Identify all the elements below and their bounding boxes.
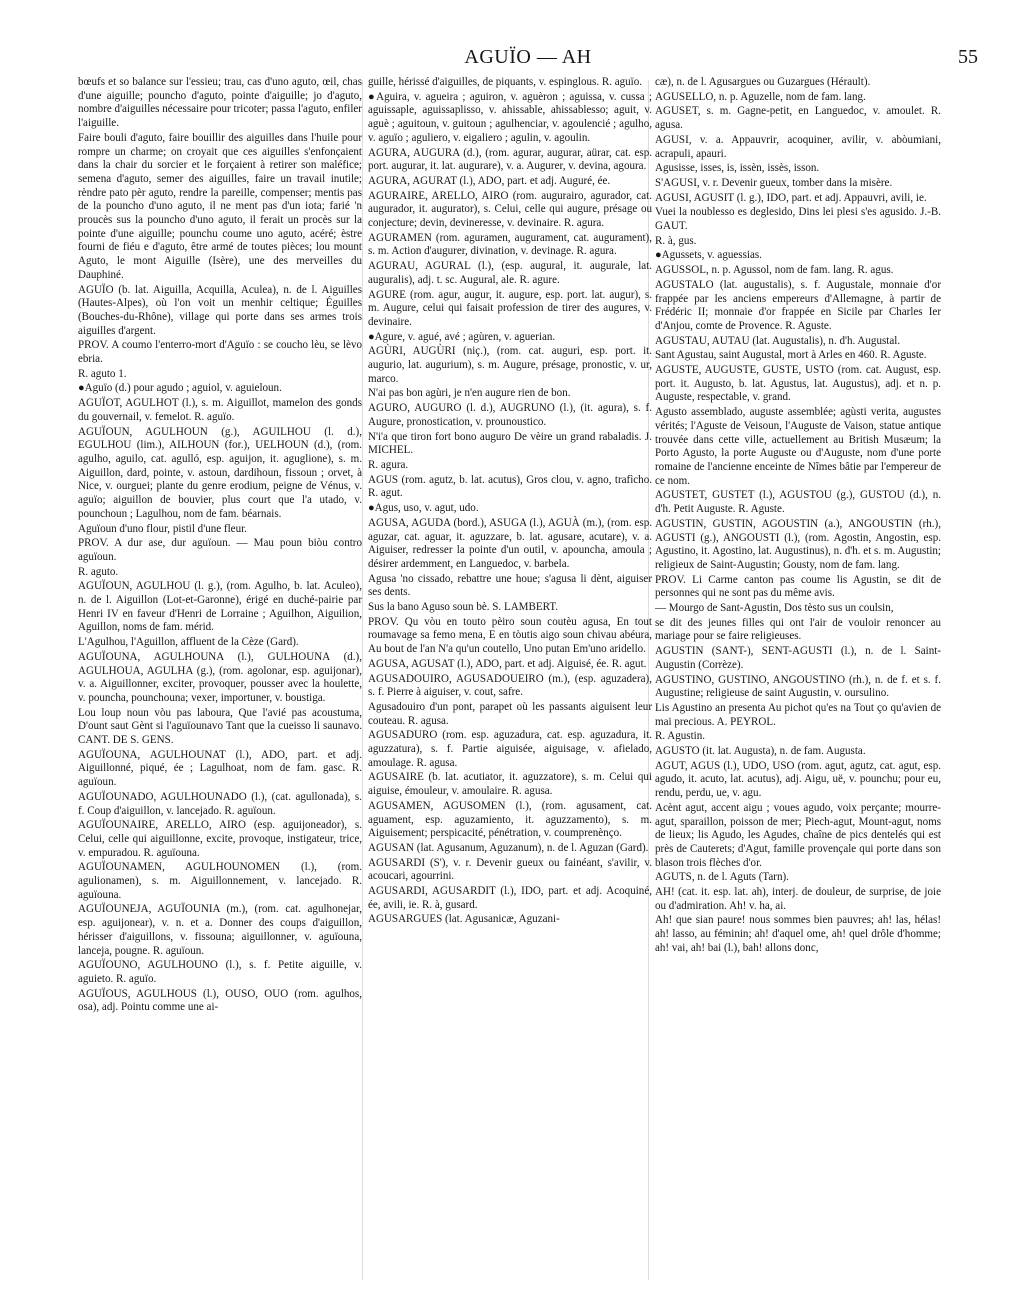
dictionary-entry: PROV. A coumo l'enterro-mort d'Aguïo : se coucho lèu, se lèvo ebria. (78, 339, 362, 366)
dictionary-entry: AH! (cat. it. esp. lat. ah), interj. de douleur, de surprise, de joie ou d'admiration. Ah! v. ha, ai. (655, 886, 941, 912)
dictionary-entry: Faire bouli d'aguto, faire bouillir des aiguilles dans l'huile pour rompre un charme; on croyait que ces aiguilles s'enfonçaient dans la chair du sorcier et le forçaient à retirer son maléfice; semena d'aguto, semer des aiguilles, faire un travail inutile; rèndre pato pèr aguto, rendre la pareille, compenser; mentis pas de la pouncho d'uno aguto, il ne ment pas d'un iota; farié 'n proucès sus la pouncho d'uno aguto, il ferait un procès sur la pointe d'une aiguille; pounchu coume uno aguto, acéré; èstre fourni de fiéu e d'aguto, être armé de toutes pièces; lou mount Aguto, le mont Aiguille (Isère), une des merveilles du Dauphiné. (78, 131, 362, 281)
dictionary-entry: cæ), n. de l. Agusargues ou Guzargues (Hérault). (655, 76, 871, 88)
page-number: 55 (958, 46, 978, 68)
dictionary-entry: AGUÏOUNA, AGULHOUNAT (l.), ADO, part. et adj. Aiguillonné, piqué, ée ; Lagulhoat, nom de fam. gasc. R. aguïoun. (78, 748, 362, 789)
dictionary-entry: AGUÏO (b. lat. Aiguilla, Acquilla, Aculea), n. de l. Aiguilles (Hautes-Alpes), où l'on voit un menhir celtique; Éguilles (Bouches-du-Rhône), village qui porte dans ses armes trois aiguilles d'argent. (78, 283, 362, 337)
dictionary-entry: AGUÏOUNAIRE, ARELLO, AIRO (esp. aguijoneador), s. Celui, celle qui aiguillonne, excite, provoque, instigateur, trice, v. empuradou. R. aguïouna. (78, 819, 362, 859)
dictionary-entry: AGUSA, AGUSAT (l.), ADO, part. et adj. Aiguisé, ée. R. agut. (368, 657, 647, 670)
dictionary-entry: AGURO, AUGURO (l. d.), AUGRUNO (l.), (it. agura), s. f. Augure, pronostication, v. prounoustico. (368, 402, 652, 428)
running-head: AGUÏO — AH (464, 46, 592, 68)
column-divider (362, 80, 363, 1280)
dictionary-entry: ●Aguira, v. agueira ; aguiron, v. aguèron ; aguissa, v. cussa ; aguissaple, aguissaplisso, v. ahissable, ahissablesso; aguit, v. aguè ; aguitoun, v. guitoun ; agulhenciar, v. agoulencié ; agulho, v. aguïo ; aguliero, v. eigaliero ; agulin, v. agoulin. (368, 90, 652, 144)
dictionary-entry: AGUÏOUNAMEN, AGULHOUNOMEN (l.), (rom. agulionamen), s. m. Aiguillonnement, v. lancejado. R. aguïouna. (78, 861, 362, 901)
dictionary-entry: AGUSTIN (SANT-), SENT-AGUSTI (l.), n. de l. Saint-Augustin (Corrèze). (655, 645, 941, 671)
text-column-2 (368, 76, 652, 1286)
dictionary-entry: Sus la bano Aguso soun bè. S. LAMBERT. (368, 601, 559, 614)
dictionary-entry: AGUSARDI (S'), v. r. Devenir gueux ou fainéant, s'avilir, v. acoucari, agourrini. (368, 856, 652, 883)
dictionary-entry: R. à, gus. (655, 234, 697, 247)
dictionary-entry: PROV. Li Carme canton pas coume lis Agustin, se dit de personnes qui ne sont pas du même avis. (655, 573, 941, 600)
dictionary-entry: AGUSSOL, n. p. Agussol, nom de fam. lang. R. agus. (655, 264, 894, 277)
page-header (78, 46, 978, 74)
dictionary-entry: se dit des jeunes filles qui ont l'air de vouloir renoncer au mariage pour se faire religieuses. (655, 616, 941, 643)
dictionary-entry: AGUSAIRE (b. lat. acutiator, it. aguzzatore), s. m. Celui qui aiguise, émouleur, v. amoulaire. R. agusa. (368, 771, 652, 798)
dictionary-entry: AGURAMEN (rom. aguramen, augurament, cat. augurament), s. m. Action d'augurer, divination, v. devinage. R. agura. (368, 231, 652, 258)
dictionary-entry: ●Aguïo (d.) pour agudo ; aguiol, v. aguieloun. (78, 382, 282, 395)
dictionary-entry: Agusisse, isses, is, issèn, issès, isson. (655, 162, 820, 175)
dictionary-entry: AGURA, AGURAT (l.), ADO, part. et adj. Auguré, ée. (368, 174, 611, 187)
dictionary-entry: Aguïoun d'uno flour, pistil d'une fleur. (78, 522, 247, 535)
dictionary-entry: Lis Agustino an presenta Au pichot qu'es na Tout ço qu'avien de mai precious. A. PEYROL. (655, 701, 941, 728)
dictionary-entry: AGUÏOUS, AGULHOUS (l.), OUSO, OUO (rom. agulhos, osa), adj. Pointu comme une ai- (78, 987, 362, 1014)
dictionary-entry: Vuei la noublesso es deglesido, Dins lei plesi s'es agusido. J.-B. GAUT. (655, 206, 941, 233)
dictionary-entry: AGUSI, AGUSIT (l. g.), IDO, part. et adj. Appauvri, avili, ie. (655, 191, 927, 204)
dictionary-entry: AGUÏOUNO, AGULHOUNO (l.), s. f. Petite aiguille, v. aguieto. R. aguïo. (78, 959, 362, 985)
dictionary-entry: AGUTS, n. de l. Aguts (Tarn). (655, 871, 789, 884)
dictionary-entry: guille, hérissé d'aiguilles, de piquants, v. espinglous. R. aguïo. (368, 76, 643, 88)
dictionary-entry: AGURAU, AGURAL (l.), (esp. augural, it. augurale, lat. auguralis), adj. t. sc. Augural, ale. R. agure. (368, 260, 652, 286)
dictionary-entry: AGUT, AGUS (l.), UDO, USO (rom. agut, agutz, cat. agut, esp. agudo, it. acuto, lat. acutus), adj. Aigu, uë, v. pounchu; pour eu, rendu, perdu, ue, v. agu. (655, 759, 941, 800)
dictionary-entry: R. agura. (368, 458, 409, 471)
dictionary-entry: AGUSTAU, AUTAU (lat. Augustalis), n. d'h. Augustal. (655, 334, 901, 347)
dictionary-entry: N'i'a que tiron fort bono auguro De vèire un grand rabaladis. J. MICHEL. (368, 430, 652, 457)
text-column-1 (78, 76, 362, 1286)
dictionary-entry: AGUÏOUN, AGULHOU (l. g.), (rom. Agulho, b. lat. Aculeo), n. de l. Aiguillon (Lot-et-Garonne), érigé en duché-pairie par Henri IV en faveur d'Henri de Lorraine ; Aguilhon, Aiguilion, Aguillon, noms de fam. mérid. (78, 580, 362, 634)
dictionary-entry: AGUSTIN, GUSTIN, AGOUSTIN (a.), ANGOUSTIN (rh.), AGUSTI (g.), ANGOUSTI (l.), (rom. Agostin, Angostin, esp. Agustino, it. Agostino, lat. Augustinus), n. d'h. et s. m. Augustin; religieux de Saint-Augustin; Gousty, nom de fam. lang. (655, 517, 941, 571)
dictionary-entry: L'Agulhou, l'Aguillon, affluent de la Cèze (Gard). (78, 636, 299, 649)
dictionary-entry: AGUÏOUNADO, AGULHOUNADO (l.), (cat. agullonada), s. f. Coup d'aiguillon, v. lancejado. R. aguïoun. (78, 790, 362, 817)
text-column-3 (655, 76, 941, 1286)
dictionary-entry: Agusadouiro d'un pont, parapet où les passants aiguisent leur couteau. R. agusa. (368, 700, 652, 727)
dictionary-entry: AGUSI, v. a. Appauvrir, acoquiner, avilir, v. abòumiani, acrapuli, apauri. (655, 133, 941, 160)
dictionary-entry: AGUSARDI, AGUSARDIT (l.), IDO, part. et adj. Acoquiné, ée, avili, ie. R. à, gusard. (368, 885, 652, 911)
dictionary-entry: AGUSET, s. m. Gagne-petit, en Languedoc, v. amoulet. R. agusa. (655, 105, 941, 132)
dictionary-entry: AGUSADOUIRO, AGUSADOUEIRO (m.), (esp. aguzadera), s. f. Pierre à aiguiser, v. cout, safre. (368, 672, 652, 699)
dictionary-entry: AGUSTET, GUSTET (l.), AGUSTOU (g.), GUSTOU (d.), n. d'h. Petit Auguste. R. Aguste. (655, 489, 941, 516)
dictionary-entry: AGUSTE, AUGUSTE, GUSTE, USTO (rom. cat. August, esp. port. it. Augusto, b. lat. Agustus, lat. Augustus), adj. et n. p. Auguste, respectable, v. grand. (655, 364, 941, 404)
dictionary-entry: AGUSTINO, GUSTINO, ANGOUSTINO (rh.), n. de f. et s. f. Augustine; religieuse de saint Augustin, v. oursulino. (655, 673, 941, 700)
dictionary-entry: bœufs et so balance sur l'essieu; trau, cas d'uno aguto, œil, chas d'une aiguille; pouncho d'aguto, pointe d'aiguille; jo d'aguto, nombre d'aiguilles nécessaire pour tricoter; passa l'aguto, enfiler l'aiguille. (78, 76, 362, 130)
dictionary-entry: Sant Agustau, saint Augustal, mort à Arles en 460. R. Aguste. (655, 349, 927, 362)
dictionary-entry: Lou loup noun vòu pas laboura, Que l'avié pas acoustuma, D'ount saut Gènt si l'aguïounavo Tant que la cueisso li saunavo. CANT. DE S. GENS. (78, 706, 362, 747)
dictionary-entry: AGUÏOUNEJA, AGUÏOUNIA (m.), (rom. cat. agulhonejar, esp. aguijonear), v. n. et a. Donner des coups d'aiguillon, hérisser d'aiguillons, v. fissouna; aiguillonner, v. aguïouna, lanceja, pougne. R. aguïoun. (78, 903, 362, 957)
dictionary-entry: AGURE (rom. agur, augur, it. augure, esp. port. lat. augur), s. m. Augure, celui qui faisait profession de tirer des augures, v. devinaire. (368, 288, 652, 328)
dictionary-entry: PROV. Qu vòu en touto pèiro soun coutèu agusa, En tout roumavage sa femo mena, E en tòutis aigo soun chivau abéura, Au bout de l'an N'a qu'un coutello, Uno putan Em'uno aridello. (368, 615, 652, 656)
dictionary-entry: S'AGUSI, v. r. Devenir gueux, tomber dans la misère. (655, 176, 893, 189)
dictionary-entry: AGUÏOUNA, AGULHOUNA (l.), GULHOUNA (d.), AGULHOUA, AGULHA (g.), (rom. agolonar, esp. aguijonar), v. a. Aiguillonner, exciter, provoquer, pousser avec la houlette, v. pouncha, pounchouna; vexer, importuner, v. boustiga. (78, 650, 362, 704)
dictionary-entry: ●Agussets, v. aguessias. (655, 249, 762, 262)
dictionary-entry: AGUS (rom. agutz, b. lat. acutus), Gros clou, v. agno, trafìcho. R. agut. (368, 473, 652, 500)
dictionary-entry: ●Agus, uso, v. agut, udo. (368, 502, 479, 515)
dictionary-entry: AGUSA, AGUDA (bord.), ASUGA (l.), AGUÀ (m.), (rom. esp. aguzar, cat. aguar, it. aguzzare, b. lat. agusare, acutare), v. a. Aiguiser, redresser la pointe d'un outil, v. apouncha, amoula ; désirer ardemment, en Languedoc, v. barbela. (368, 516, 652, 570)
dictionary-entry: ●Agure, v. agué, avé ; agùren, v. aguerian. (368, 330, 556, 343)
dictionary-entry: AGUÏOUN, AGULHOUN (g.), AGUILHOU (l. d.), EGULHOU (lim.), AILHOUN (for.), UELHOUN (d.), (rom. agulho, aguilo, cat. agulló, esp. aguijon, it. aguglione), s. m. Aiguillon, dard, pointe, v. astoun, dardihoun, fissoun ; orvet, à Nice, v. ourguei; plante du genre erodium, peigne de Vénus, v. aguïo; aiguillon de bouvier, plus court que l'a utado, v. pounchoun ; Lagulhou, nom de fam. béarnais. (78, 425, 362, 520)
dictionary-entry: R. aguto 1. (78, 367, 127, 380)
dictionary-entry: Ah! que sian paure! nous sommes bien pauvres; ah! las, hélas! ah! lasso, au féminin; ah! d'aquel ome, ah! quel drôle d'homme; ah! vai, ah! bai (l.), bah! allons donc, (655, 914, 941, 954)
dictionary-entry: N'ai pas bon agùri, je n'en augure rien de bon. (368, 387, 571, 400)
dictionary-entry: Agusa 'no cissado, rebattre une houe; s'agusa li dènt, aiguiser ses dents. (368, 572, 652, 599)
dictionary-entry: Agusto assemblado, auguste assemblée; agùsti verita, augustes vérités; l'Aguste de Veisoun, l'Auguste de Vaison, statue antique trouvée dans cette ville, actuellement au British Musæum; la Porto Agusto, la porte Auguste ou d'Auguste, nom d'une porte romaine de l'ancienne enceinte de Nîmes bâtie par l'empereur de ce nom. (655, 406, 941, 487)
dictionary-entry: AGUSAMEN, AGUSOMEN (l.), (rom. agusament, cat. aguament, esp. aguzamiento, it. aguzzamento), s. m. Aiguisement; perspicacité, pénétration, v. coumprenènço. (368, 799, 652, 840)
dictionary-entry: AGUSTO (it. lat. Augusta), n. de fam. Augusta. (655, 745, 866, 758)
dictionary-entry: AGUSELLO, n. p. Aguzelle, nom de fam. lang. (655, 90, 866, 103)
dictionary-entry: PROV. A dur ase, dur aguïoun. — Mau poun biòu contro aguïoun. (78, 537, 362, 563)
dictionary-entry: AGUSAN (lat. Agusanum, Aguzanum), n. de l. Aguzan (Gard). (368, 841, 649, 854)
dictionary-entry: AGÙRI, AUGÙRI (niç.), (rom. cat. auguri, esp. port. it. augurio, lat. augurium), s. m. Augure, présage, pronostic, v. ur, marco. (368, 345, 652, 385)
dictionary-entry: R. Agustin. (655, 730, 706, 743)
dictionary-entry: AGUSTALO (lat. augustalis), s. f. Augustale, monnaie d'or frappée par les anciens empereurs d'Allemagne, à partir de Frédéric II; monnaie d'or frappée en Sicile par Charles Ier d'Anjou, comte de Provence. R. Aguste. (655, 278, 941, 332)
dictionary-entry: Acènt agut, accent aigu ; voues agudo, voix perçante; mourre-agut, sparaillon, poisson de mer; Piech-agut, Mount-agut, noms de lieux; lis Agudo, les Agudes, chaîne de pics dentelés qui est près de Cauterets; d'Agut, famille provençale qui porte dans son blason trois flèches d'or. (655, 801, 941, 869)
dictionary-entry: — Mourgo de Sant-Agustin, Dos tèsto sus un coulsin, (655, 602, 894, 615)
dictionary-entry: R. aguto. (78, 565, 119, 578)
dictionary-entry: AGURAIRE, ARELLO, AIRO (rom. augurairo, agurador, cat. augurador, it. augurator), s. Celui, celle qui augure, présage ou conjecture; devin, devineresse, v. devinaire. R. agura. (368, 189, 652, 230)
dictionary-entry: AGUSADURO (rom. esp. aguzadura, cat. esp. aguzadura, it. aguzzatura), s. f. Partie aiguisée, aiguisage, v. afielado, amoulage. R. agusa. (368, 729, 652, 769)
dictionary-entry: AGURA, AUGURA (d.), (rom. agurar, augurar, aürar, cat. esp. port. augurar, it. lat. augurare), v. a. Augurer, v. devina, agoura. (368, 146, 652, 173)
dictionary-entry: AGUSARGUES (lat. Agusanicæ, Aguzani- (368, 913, 560, 926)
dictionary-entry: AGUÏOT, AGULHOT (l.), s. m. Aiguillot, mamelon des gonds du gouvernail, v. femelot. R. aguïo. (78, 397, 362, 423)
